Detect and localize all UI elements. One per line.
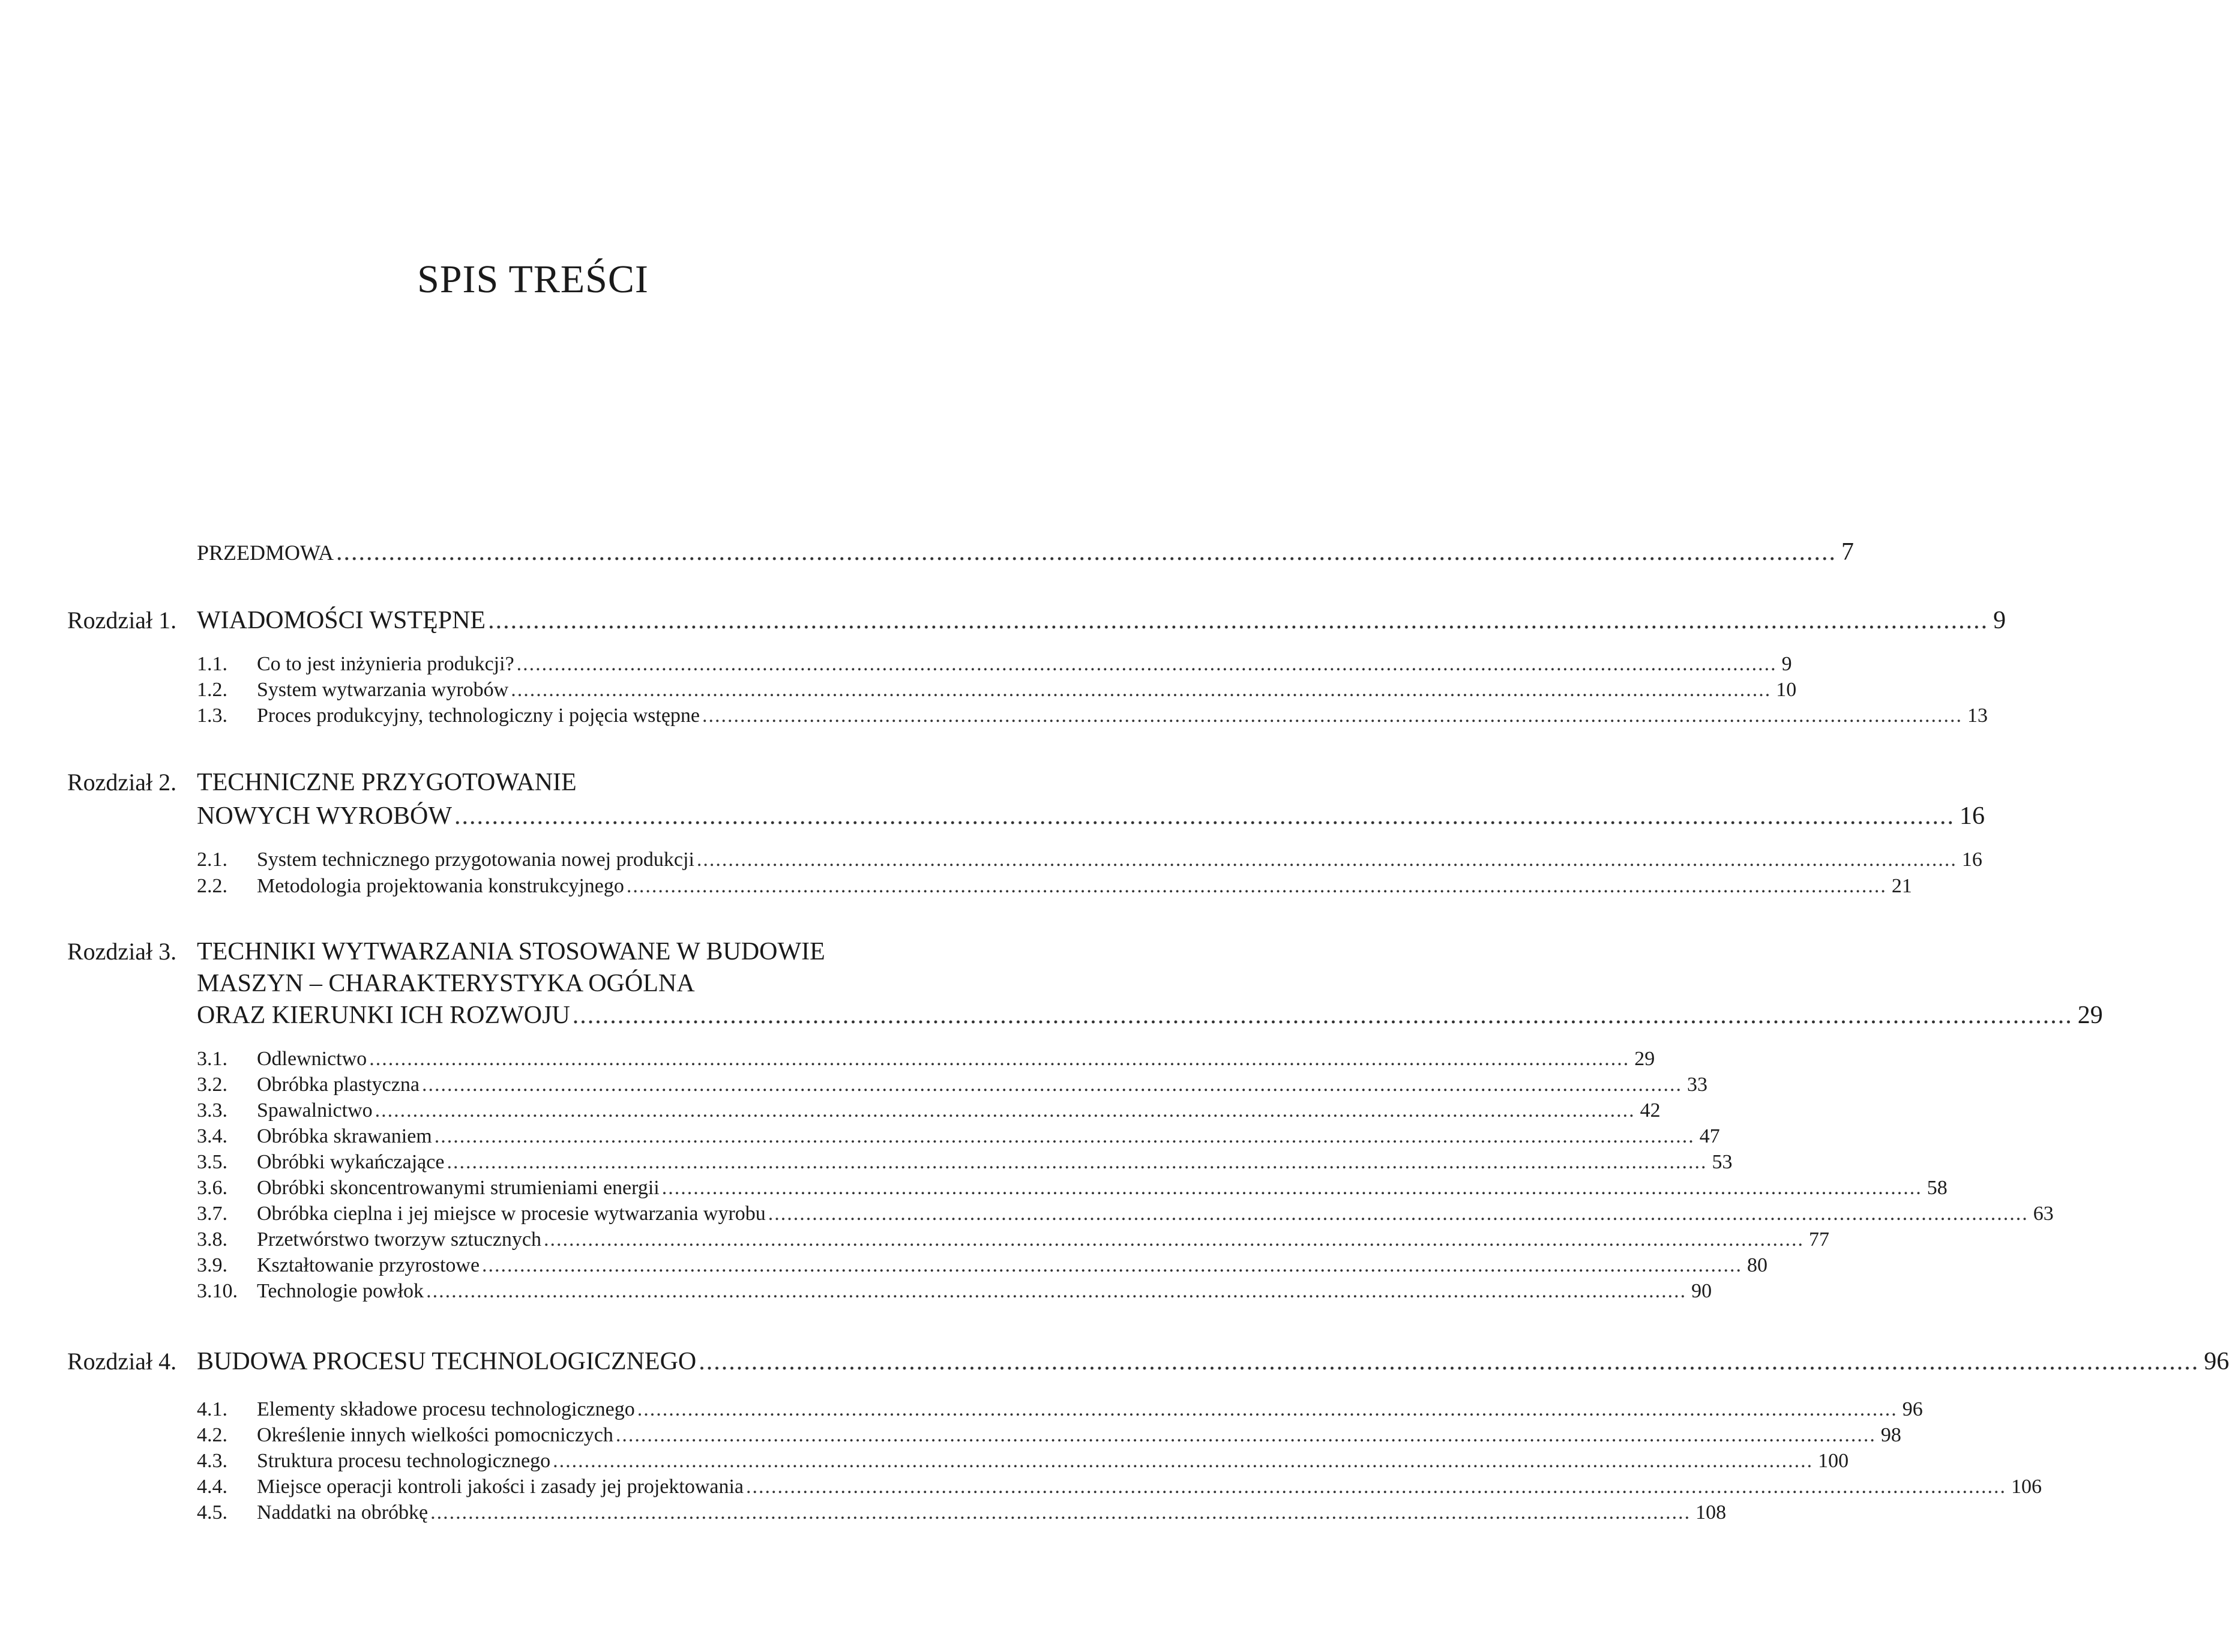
section-text — [197, 704, 700, 727]
toc-entry-section — [197, 704, 1988, 727]
section-number: 4.4. — [197, 1476, 227, 1498]
section-title: Naddatki na obróbkę — [257, 1501, 429, 1524]
toc-entry-chapter-2 — [197, 802, 1985, 831]
chapter-label: Rozdział 2. — [67, 769, 177, 796]
section-text — [197, 1125, 432, 1148]
toc-entry-section — [197, 1125, 1720, 1148]
chapter-title: TECHNIKI WYTWARZANIA STOSOWANE W BUDOWIE — [197, 938, 825, 966]
section-number: 3.4. — [197, 1125, 227, 1147]
section-text — [197, 1203, 766, 1225]
section-text — [197, 1151, 444, 1174]
section-text — [197, 1476, 744, 1498]
toc-entry-preface — [197, 538, 1854, 566]
section-number: 1.2. — [197, 679, 227, 701]
chapter-title: ORAZ KIERUNKI ICH ROZWOJU — [197, 1002, 570, 1029]
section-number: 3.9. — [197, 1254, 227, 1276]
section-title: System wytwarzania wyrobów — [257, 679, 509, 701]
chapter-title: NOWYCH WYROBÓW — [197, 802, 453, 830]
toc-entry-section — [197, 1203, 2054, 1225]
toc-entry-section — [197, 875, 1912, 898]
page-number: 98 — [1880, 1424, 1901, 1446]
page-number: 9 — [1781, 653, 1792, 675]
leader-dots: ........................................................................................................................................................................................................ — [702, 704, 1963, 727]
section-number: 3.8. — [197, 1228, 227, 1251]
toc-entry-section — [197, 849, 1982, 871]
leader-dots: ........................................................................................................................................................................................................ — [488, 607, 1989, 634]
chapter-title: WIADOMOŚCI WSTĘPNE — [197, 607, 486, 634]
page-number: 58 — [1927, 1177, 1948, 1199]
section-title: Określenie innych wielkości pomocniczych — [257, 1424, 613, 1446]
chapter-title: MASZYN – CHARAKTERYSTYKA OGÓLNA — [197, 970, 695, 997]
section-title: Co to jest inżynieria produkcji? — [257, 653, 514, 675]
section-title: Kształtowanie przyrostowe — [257, 1254, 480, 1276]
toc-entry-section — [197, 1424, 1901, 1447]
section-number: 2.2. — [197, 875, 227, 897]
section-title: Obróbki wykańczające — [257, 1151, 445, 1173]
toc-entry-section — [197, 679, 1797, 701]
leader-dots: ........................................................................................................................................................................................................ — [768, 1203, 2029, 1225]
leader-dots: ........................................................................................................................................................................................................ — [626, 875, 1887, 897]
leader-dots: ........................................................................................................................................................................................................ — [661, 1177, 1922, 1199]
leader-dots: ........................................................................................................................................................................................................ — [482, 1254, 1743, 1276]
toc-entry-chapter-3 — [197, 1001, 2103, 1030]
page-number: 53 — [1712, 1151, 1733, 1173]
preface-label: PRZEDMOWA — [197, 541, 334, 565]
section-number: 3.7. — [197, 1203, 227, 1225]
section-text — [197, 1280, 424, 1303]
section-text — [197, 1228, 541, 1251]
leader-dots: ........................................................................................................................................................................................................ — [447, 1151, 1707, 1173]
leader-dots: ........................................................................................................................................................................................................ — [637, 1398, 1898, 1420]
section-text — [197, 1048, 367, 1071]
chapter-label: Rozdział 4. — [67, 1348, 177, 1375]
leader-dots: ........................................................................................................................................................................................................ — [369, 1048, 1630, 1070]
section-text — [197, 679, 508, 701]
page-number: 29 — [1634, 1048, 1655, 1070]
page-number: 77 — [1808, 1228, 1829, 1251]
section-text — [197, 849, 694, 871]
toc-entry-section — [197, 1280, 1712, 1303]
section-text — [197, 875, 624, 898]
leader-dots: ........................................................................................................................................................................................................ — [454, 802, 1955, 830]
page-number: 16 — [1960, 802, 1985, 830]
section-text — [197, 1398, 635, 1421]
section-number: 3.2. — [197, 1074, 227, 1096]
section-title: System technicznego przygotowania nowej produkcji — [257, 849, 694, 871]
section-title: Technologie powłok — [257, 1280, 424, 1302]
page-number: 13 — [1967, 704, 1988, 727]
section-number: 4.1. — [197, 1398, 227, 1420]
section-title: Obróbka cieplna i jej miejsce w procesie wytwarzania wyrobu — [257, 1203, 766, 1225]
section-number: 1.3. — [197, 704, 227, 727]
page-number: 47 — [1699, 1125, 1720, 1147]
section-number: 3.3. — [197, 1099, 227, 1122]
page-number: 7 — [1841, 538, 1854, 566]
leader-dots: ........................................................................................................................................................................................................ — [615, 1424, 1876, 1446]
section-number: 3.10. — [197, 1280, 238, 1302]
section-text — [197, 1254, 480, 1277]
page-number: 9 — [1993, 607, 2006, 634]
section-title: Miejsce operacji kontroli jakości i zasady jej projektowania — [257, 1476, 744, 1498]
toc-entry-chapter-4 — [197, 1347, 2229, 1376]
leader-dots: ........................................................................................................................................................................................................ — [434, 1125, 1695, 1147]
toc-entry-section — [197, 1074, 1707, 1096]
page-number: 108 — [1695, 1501, 1727, 1524]
section-title: Metodologia projektowania konstrukcyjnego — [257, 875, 624, 897]
section-number: 1.1. — [197, 653, 227, 675]
toc-entry-section — [197, 1398, 1923, 1421]
page-number: 42 — [1640, 1099, 1661, 1122]
leader-dots: ........................................................................................................................................................................................................ — [336, 538, 1837, 566]
section-text — [197, 1177, 660, 1200]
section-text — [197, 1074, 420, 1096]
page-number: 90 — [1691, 1280, 1712, 1302]
leader-dots: ........................................................................................................................................................................................................ — [572, 1002, 2073, 1029]
leader-dots: ........................................................................................................................................................................................................ — [746, 1476, 2007, 1498]
page-number: 29 — [2077, 1002, 2103, 1029]
page-number: 16 — [1961, 849, 1982, 871]
section-title: Przetwórstwo tworzyw sztucznych — [257, 1228, 541, 1251]
section-title: Struktura procesu technologicznego — [257, 1450, 551, 1472]
toc-entry-section — [197, 653, 1792, 676]
chapter-title: BUDOWA PROCESU TECHNOLOGICZNEGO — [197, 1348, 697, 1375]
toc-entry-section — [197, 1476, 2042, 1498]
section-number: 3.6. — [197, 1177, 227, 1199]
leader-dots: ........................................................................................................................................................................................................ — [426, 1280, 1687, 1302]
chapter-label: Rozdział 3. — [67, 938, 177, 965]
leader-dots: ........................................................................................................................................................................................................ — [430, 1501, 1691, 1524]
section-number: 4.2. — [197, 1424, 227, 1446]
section-title: Odlewnictwo — [257, 1048, 367, 1070]
chapter-label: Rozdział 1. — [67, 607, 177, 634]
page-number: 100 — [1818, 1450, 1849, 1472]
toc-entry-chapter-1 — [197, 606, 2006, 635]
section-number: 4.5. — [197, 1501, 227, 1524]
toc-entry-section — [197, 1048, 1655, 1071]
page-number: 96 — [2204, 1348, 2229, 1375]
section-text — [197, 653, 514, 676]
section-text — [197, 1501, 428, 1524]
section-text — [197, 1099, 373, 1122]
leader-dots: ........................................................................................................................................................................................................ — [553, 1450, 1814, 1472]
section-title: Spawalnictwo — [257, 1099, 373, 1122]
section-title: Obróbka skrawaniem — [257, 1125, 432, 1147]
toc-entry-section — [197, 1228, 1829, 1251]
leader-dots: ........................................................................................................................................................................................................ — [696, 849, 1957, 871]
leader-dots: ........................................................................................................................................................................................................ — [699, 1348, 2200, 1375]
leader-dots: ........................................................................................................................................................................................................ — [516, 653, 1777, 675]
page-title: SPIS TREŚCI — [417, 257, 649, 301]
toc-entry-section — [197, 1099, 1661, 1122]
page-number: 10 — [1776, 679, 1797, 701]
toc-entry-section — [197, 1177, 1948, 1200]
page-number: 106 — [2011, 1476, 2042, 1498]
section-number: 4.3. — [197, 1450, 227, 1472]
section-title: Obróbki skoncentrowanymi strumieniami energii — [257, 1177, 660, 1199]
leader-dots: ........................................................................................................................................................................................................ — [543, 1228, 1804, 1251]
page-number: 63 — [2033, 1203, 2054, 1225]
chapter-title: TECHNICZNE PRZYGOTOWANIE — [197, 769, 577, 796]
toc-entry-section — [197, 1254, 1768, 1277]
leader-dots: ........................................................................................................................................................................................................ — [421, 1074, 1682, 1096]
section-title: Proces produkcyjny, technologiczny i pojęcia wstępne — [257, 704, 700, 727]
page-number: 33 — [1686, 1074, 1707, 1096]
section-title: Obróbka plastyczna — [257, 1074, 420, 1096]
leader-dots: ........................................................................................................................................................................................................ — [375, 1099, 1635, 1122]
section-number: 3.5. — [197, 1151, 227, 1173]
toc-entry-section — [197, 1151, 1733, 1174]
leader-dots: ........................................................................................................................................................................................................ — [511, 679, 1772, 701]
page-number: 96 — [1902, 1398, 1923, 1420]
section-title: Elementy składowe procesu technologicznego — [257, 1398, 635, 1420]
toc-entry-section — [197, 1501, 1727, 1524]
page-number: 80 — [1747, 1254, 1768, 1276]
section-number: 2.1. — [197, 849, 227, 871]
page-number: 21 — [1891, 875, 1912, 897]
section-text — [197, 1450, 550, 1473]
section-text — [197, 1424, 613, 1447]
toc-entry-section — [197, 1450, 1849, 1473]
section-number: 3.1. — [197, 1048, 227, 1070]
